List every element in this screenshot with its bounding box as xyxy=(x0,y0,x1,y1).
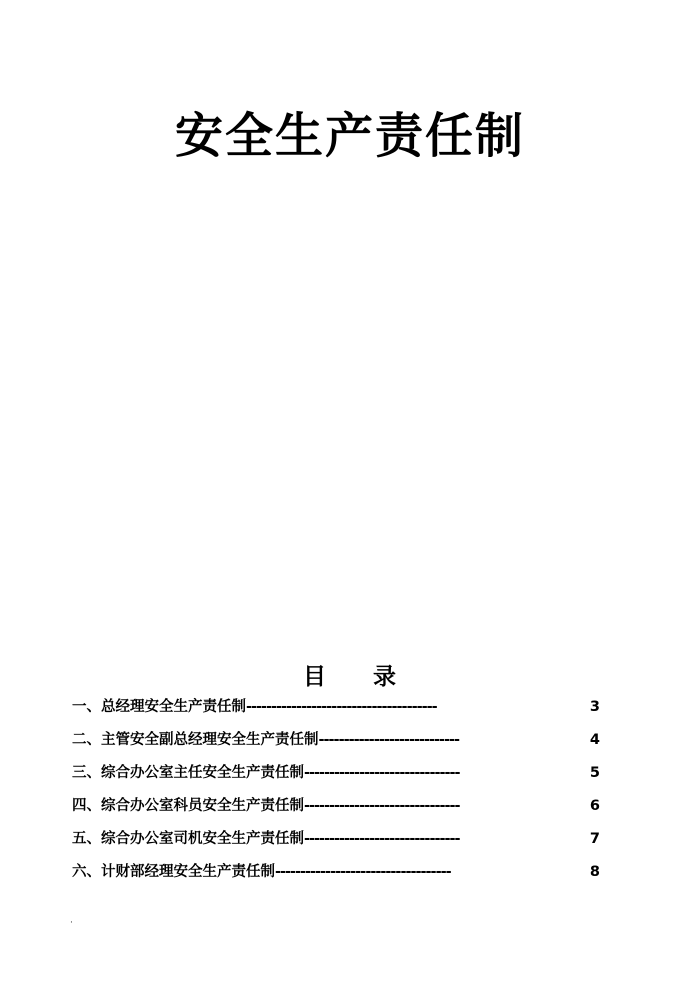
page-title: 安全生产责任制 xyxy=(174,108,525,164)
toc-entry-page: 5 xyxy=(589,765,600,781)
toc-entry-page: 8 xyxy=(589,864,600,880)
toc-entry-page: 6 xyxy=(589,798,600,814)
list-item[interactable] xyxy=(72,766,600,799)
toc-entry-label: 一、总经理安全生产责任制 xyxy=(72,699,246,715)
footer-mark: · xyxy=(70,918,73,928)
list-item[interactable] xyxy=(72,733,600,766)
toc-entry-leader: ------------------------------- xyxy=(304,832,460,847)
table-of-contents xyxy=(72,700,600,898)
toc-entry-leader: -------------------------------------- xyxy=(246,700,437,715)
toc-entry-leader: ------------------------------- xyxy=(304,799,460,814)
toc-entry-page: 4 xyxy=(589,732,600,748)
toc-entry-leader: ---------------------------- xyxy=(318,733,460,748)
list-item[interactable] xyxy=(72,700,600,733)
toc-entry-label: 五、综合办公室司机安全生产责任制 xyxy=(72,831,304,847)
toc-entry-page: 7 xyxy=(589,831,600,847)
toc-entry-leader: ----------------------------------- xyxy=(275,865,451,880)
toc-entry-leader: ------------------------------- xyxy=(304,766,460,781)
toc-heading xyxy=(0,658,700,691)
toc-entry-label: 四、综合办公室科员安全生产责任制 xyxy=(72,798,304,814)
toc-entry-page: 3 xyxy=(589,699,600,715)
toc-heading-right: 录 xyxy=(373,664,397,690)
list-item[interactable] xyxy=(72,865,600,898)
toc-entry-label: 二、主管安全副总经理安全生产责任制 xyxy=(72,732,319,748)
toc-entry-label: 三、综合办公室主任安全生产责任制 xyxy=(72,765,304,781)
list-item[interactable] xyxy=(72,832,600,865)
list-item[interactable] xyxy=(72,799,600,832)
toc-entry-label: 六、计财部经理安全生产责任制 xyxy=(72,864,275,880)
toc-heading-left: 目 xyxy=(303,664,327,690)
